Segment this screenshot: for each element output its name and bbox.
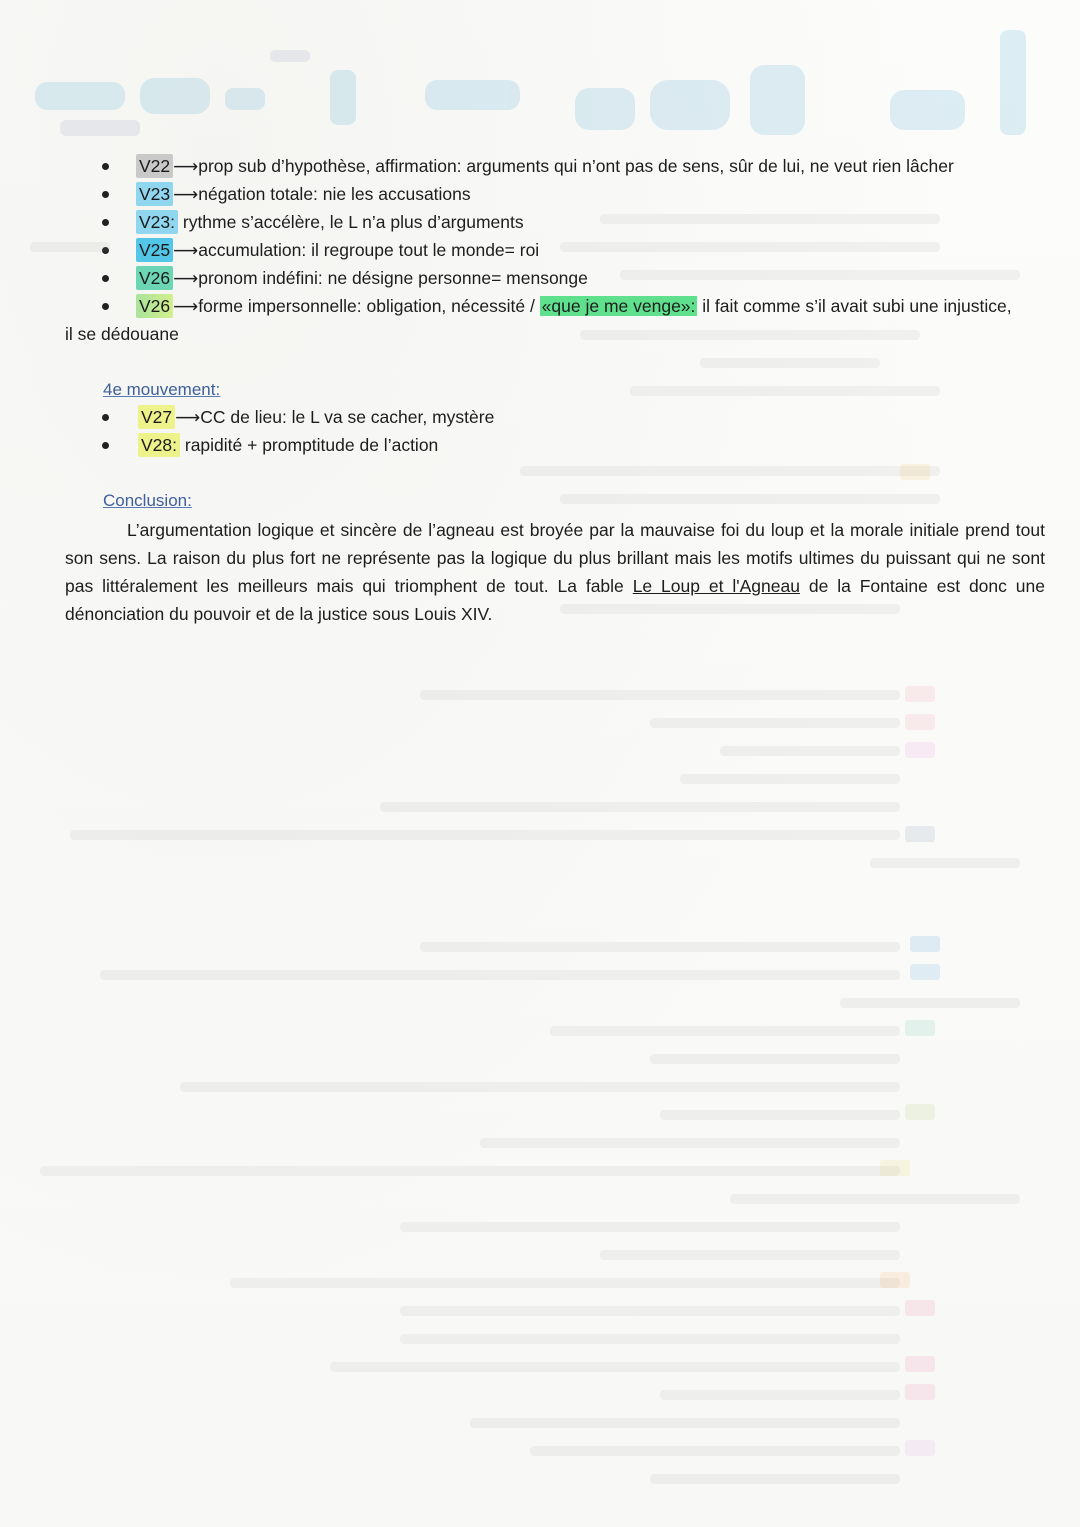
verse-tag: V26 <box>136 266 173 290</box>
argument-bullet-list <box>100 152 1050 320</box>
list-item <box>100 180 1050 208</box>
bullet-text-after: il fait comme s’il avait subi une injustice, <box>697 296 1012 316</box>
bullet-text: accumulation: il regroupe tout le monde= roi <box>198 240 540 260</box>
list-item <box>100 403 1000 431</box>
bullet-text: forme impersonnelle: obligation, nécessité / <box>198 296 540 316</box>
arrow-icon: ⟶ <box>173 296 199 316</box>
verse-tag: V23: <box>136 210 178 234</box>
bullet-text: CC de lieu: le L va se cacher, mystère <box>200 407 495 427</box>
bullet-dot <box>102 303 109 310</box>
verse-tag: V22 <box>136 154 173 178</box>
bullet-dot <box>102 414 109 421</box>
list-item <box>100 152 1050 180</box>
bullet-text: prop sub d’hypothèse, affirmation: arguments qui n’ont pas de sens, sûr de lui, ne veut rien lâcher <box>198 156 954 176</box>
bullet-dot <box>102 442 109 449</box>
movement-4-list <box>100 403 1000 459</box>
bullet-dot <box>102 275 109 282</box>
faint-title-marker <box>30 30 1040 150</box>
bullet-text: rapidité + promptitude de l’action <box>180 435 439 455</box>
bullet-dot <box>102 163 109 170</box>
work-title: Le Loup et l'Agneau <box>632 576 800 596</box>
bullet-dot <box>102 191 109 198</box>
bullet-text: rythme s’accélère, le L n’a plus d’arguments <box>178 212 524 232</box>
quote-highlight: «que je me venge»: <box>541 296 696 316</box>
bullet-continuation: il se dédouane <box>65 324 179 344</box>
bullet-dot <box>102 219 109 226</box>
arrow-icon: ⟶ <box>175 407 201 427</box>
verse-tag: V28: <box>138 433 180 457</box>
verse-tag: V26 <box>136 294 173 318</box>
list-item <box>100 292 1050 320</box>
conclusion-text-part-1: L’argumentation logique et sincère de l’agneau est broyée par la mauvaise foi du loup et la morale initiale prend tout son sens. La raison du plus fort ne représente pas la logique du plus brillant mais les motifs ultimes du puissant qui ne sont pas littéralement les meilleurs mais qui triomphent de tout. La fable <box>65 520 1045 596</box>
arrow-icon: ⟶ <box>173 268 199 288</box>
verse-tag: V25 <box>136 238 173 262</box>
verse-tag: V27 <box>138 405 175 429</box>
arrow-icon: ⟶ <box>173 240 199 260</box>
arrow-icon: ⟶ <box>173 184 199 204</box>
conclusion-text-part-2: de la Fontaine est donc une dénonciation du pouvoir et de la justice sous Louis XIV. <box>65 576 1045 624</box>
bullet-text: négation totale: nie les accusations <box>198 184 471 204</box>
list-item <box>100 431 1000 459</box>
verse-tag: V23 <box>136 182 173 206</box>
arrow-icon: ⟶ <box>173 156 199 176</box>
bullet-text: pronom indéfini: ne désigne personne= mensonge <box>198 268 588 288</box>
section-title-movement-4: 4e mouvement: <box>103 380 221 399</box>
page-title <box>540 140 549 141</box>
section-title-conclusion: Conclusion: <box>103 491 192 510</box>
